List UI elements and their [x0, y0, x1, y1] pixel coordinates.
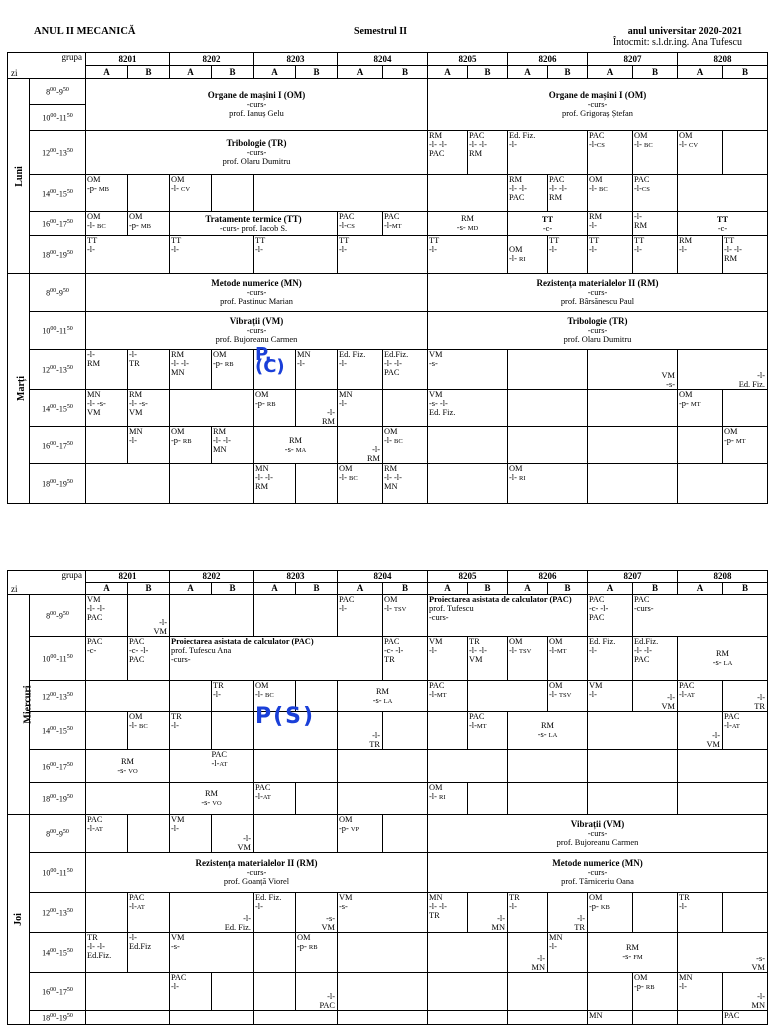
subgroup-a: A: [678, 583, 723, 595]
slot: OM -l- RI: [508, 464, 588, 504]
group-header: 8208: [678, 571, 768, 583]
slot: PAC -l-CS: [588, 131, 633, 175]
slot: [212, 175, 254, 212]
schedule-table-1: [7, 52, 768, 504]
slot: PAC -c- -l- TR: [383, 637, 428, 681]
slot: PAC -c- -l- PAC: [588, 595, 633, 637]
slot: OM -l- TSV: [383, 595, 428, 637]
handwritten-note: P.(C): [255, 344, 285, 377]
slot: PAC -c- -l- PAC: [128, 637, 170, 681]
slot: TR -l-: [212, 681, 254, 712]
slot: RM -l- -l- MN: [212, 427, 254, 464]
slot: RM -s- MD: [428, 212, 508, 236]
slot: [508, 350, 588, 390]
slot: [128, 815, 170, 853]
hour-label: $18^{00}-19^{50}$: [30, 464, 86, 504]
group-header: 8204: [338, 571, 428, 583]
slot: Ed. Fiz. -l-: [588, 637, 633, 681]
slot: OM -p- MT: [678, 390, 723, 427]
slot: OM -p- RB: [170, 427, 212, 464]
academic-year: anul universitar 2020-2021: [627, 26, 742, 37]
slot: [508, 390, 588, 427]
hour-label: $8^{00}-9^{50}$: [30, 815, 86, 853]
day-label-joi: Joi: [8, 815, 30, 1025]
slot: -l- PAC: [296, 973, 338, 1011]
slot: [588, 973, 633, 1011]
slot: OM -l- BC: [338, 464, 383, 504]
slot: VM -s-: [338, 893, 428, 933]
slot: MN -l-: [296, 350, 338, 390]
group-header: 8207: [588, 53, 678, 66]
slot: PAC -l-: [170, 973, 212, 1011]
subgroup-b: B: [633, 66, 678, 79]
slot: [254, 704, 338, 750]
slot: TT -l-: [338, 236, 428, 274]
subgroup-b: B: [468, 583, 508, 595]
slot: -l- TR: [723, 681, 768, 712]
slot: PAC -l-MT: [383, 212, 428, 236]
slot: PAC -l-CS: [338, 212, 383, 236]
slot: Ed. Fiz. -l-: [508, 131, 588, 175]
author-line: Întocmit: s.l.dr.ing. Ana Tufescu: [612, 37, 742, 48]
slot: [383, 712, 428, 750]
table-corner: grupa zi: [8, 571, 86, 595]
slot: MN -l- -l- RM: [254, 464, 296, 504]
slot: PAC -c-: [86, 637, 128, 681]
slot: OM -l- RI: [508, 236, 548, 274]
slot: PAC -l-AT: [170, 750, 254, 783]
slot: [254, 750, 338, 783]
subgroup-a: A: [170, 66, 212, 79]
course-pac: Proiectarea asistata de calculator (PAC) prof. Tufescu Ana -curs-: [170, 637, 383, 681]
slot: OM -p- RB: [296, 933, 338, 973]
slot: [212, 973, 254, 1011]
slot: -l- TR: [548, 893, 588, 933]
hour-label: $18^{00}-19^{50}$: [30, 236, 86, 274]
slot: VM -s- -l- Ed. Fiz.: [428, 390, 508, 427]
semester-label: Semestrul II: [354, 26, 408, 37]
slot: -s- VM: [678, 933, 768, 973]
hour-label: $16^{00}-17^{50}$: [30, 750, 86, 783]
slot: [428, 973, 508, 1011]
slot: [296, 783, 338, 815]
course-vm: Vibrații (VM) -curs- prof. Bujoreanu Carmen: [428, 815, 768, 853]
slot: MN: [588, 1011, 633, 1025]
slot: -l- MN: [508, 933, 548, 973]
subgroup-a: A: [428, 583, 468, 595]
subgroup-b: B: [723, 583, 768, 595]
subgroup-b: B: [128, 66, 170, 79]
hour-label: $18^{00}-19^{50}$: [30, 1011, 86, 1025]
hour-label: $14^{00}-15^{50}$: [30, 712, 86, 750]
slot: PAC -l-CS: [633, 175, 678, 212]
slot: Ed.Fiz. -l- -l- PAC: [633, 637, 678, 681]
hour-label: $12^{00}-13^{50}$: [30, 893, 86, 933]
slot: RM -l- -l- MN: [383, 464, 428, 504]
slot: -l- RM: [296, 390, 338, 427]
group-header: 8205: [428, 53, 508, 66]
slot: OM -l- BC: [383, 427, 428, 464]
slot: TT -l-: [633, 236, 678, 274]
slot: [254, 1011, 338, 1025]
slot: [468, 783, 508, 815]
slot: OM -p- RB: [212, 350, 254, 390]
slot: RM -l- -l- MN: [170, 350, 212, 390]
group-header: 8201: [86, 53, 170, 66]
group-header: 8203: [254, 571, 338, 583]
subgroup-a: A: [588, 583, 633, 595]
subgroup-b: B: [296, 66, 338, 79]
slot: OM -p- MB: [86, 175, 128, 212]
slot: [428, 712, 468, 750]
slot: [678, 1011, 723, 1025]
slot: PAC: [723, 1011, 768, 1025]
hour-label: $14^{00}-15^{50}$: [30, 390, 86, 427]
course-pac: Proiectarea asistata de calculator (PAC) prof. Tufescu -curs-: [428, 595, 588, 637]
slot: RM -s- LA: [678, 637, 768, 681]
course-mn: Metode numerice (MN) -curs- prof. Pastinuc Marian: [86, 274, 428, 312]
slot: PAC -l-AT: [723, 712, 768, 750]
slot: [508, 783, 588, 815]
slot: [723, 893, 768, 933]
subgroup-a: A: [428, 66, 468, 79]
group-header: 8207: [588, 571, 678, 583]
day-label-miercuri: Miercuri: [8, 595, 30, 815]
slot: TT -l-: [548, 236, 588, 274]
slot: [428, 175, 508, 212]
subgroup-b: B: [548, 583, 588, 595]
hour-label: $12^{00}-13^{50}$: [30, 350, 86, 390]
slot: [170, 681, 212, 712]
slot: TR -l-: [508, 893, 548, 933]
slot: VM -s-: [428, 350, 508, 390]
slot: OM -p- VP: [338, 815, 383, 853]
slot: RM -s- LA: [508, 712, 588, 750]
course-tt: Tratamente termice (TT) -curs- prof. Iacob S.: [170, 212, 338, 236]
group-header: 8206: [508, 53, 588, 66]
slot: TT -l- -l- RM: [723, 236, 768, 274]
subgroup-b: B: [383, 583, 428, 595]
slot: -l- VM: [212, 815, 254, 853]
slot: [254, 344, 296, 390]
slot: [678, 750, 768, 783]
slot: [428, 750, 508, 783]
group-header: 8202: [170, 53, 254, 66]
slot: PAC -l-AT: [678, 681, 723, 712]
slot: [86, 712, 128, 750]
group-header: 8206: [508, 571, 588, 583]
slot: -l- VM: [678, 712, 723, 750]
slot: Ed.Fiz. -l- -l- PAC: [383, 350, 428, 390]
handwritten-note: P(S): [255, 704, 316, 729]
slot: -l- Ed. Fiz.: [170, 893, 254, 933]
slot: MN -l- -s- VM: [86, 390, 128, 427]
day-label-marti: Marți: [8, 274, 30, 504]
slot: OM -p- RB: [633, 973, 678, 1011]
slot: [86, 893, 128, 933]
course-om: Organe de mașini I (OM) -curs- prof. Ianuș Gelu: [86, 79, 428, 131]
slot: [678, 464, 768, 504]
slot: [254, 933, 296, 973]
slot: [383, 815, 428, 853]
slot: PAC -l- -l- RM: [548, 175, 588, 212]
slot: PAC -l-MT: [428, 681, 468, 712]
slot: -l- RM: [633, 212, 678, 236]
slot: MN -l-: [128, 427, 170, 464]
slot: TR -l- -l- VM: [468, 637, 508, 681]
slot: RM -l- -l- PAC: [428, 131, 468, 175]
slot: [588, 783, 678, 815]
hour-label: $14^{00}-15^{50}$: [30, 175, 86, 212]
course-tr: Tribologie (TR) -curs- prof. Olaru Dumitru: [428, 312, 768, 350]
slot: RM -l-: [678, 236, 723, 274]
hour-label: $8^{00}-9^{50}$: [30, 595, 86, 637]
slot: OM -p- RB: [254, 390, 296, 427]
slot: PAC -l-AT: [254, 783, 296, 815]
slot: -l- RM: [86, 350, 128, 390]
slot: [468, 681, 548, 712]
slot: VM -l- -l- PAC: [86, 595, 128, 637]
slot: OM -p- MB: [128, 212, 170, 236]
subgroup-a: A: [254, 583, 296, 595]
slot: -l- Ed.Fiz: [128, 933, 170, 973]
slot: RM -s- LA: [338, 681, 428, 712]
subgroup-a: A: [678, 66, 723, 79]
course-rm: Rezistența materialelor II (RM) -curs- prof. Goanță Viorel: [86, 853, 428, 893]
hour-label: $10^{00}-11^{50}$: [30, 637, 86, 681]
slot: [428, 1011, 508, 1025]
slot: VM -s-: [170, 933, 254, 973]
slot: [338, 973, 428, 1011]
slot: OM -l- CV: [678, 131, 723, 175]
slot: [383, 390, 428, 427]
slot: OM -p- MT: [723, 427, 768, 464]
slot: PAC -l-AT: [86, 815, 128, 853]
slot: [170, 390, 254, 427]
group-header: 8202: [170, 571, 254, 583]
page-title: ANUL II MECANICĂ: [34, 26, 136, 37]
hour-label: $12^{00}-13^{50}$: [30, 131, 86, 175]
hour-label: $18^{00}-19^{50}$: [30, 783, 86, 815]
hour-label: $10^{00}-11^{50}$: [30, 312, 86, 350]
slot: [338, 750, 428, 783]
slot: [508, 1011, 588, 1025]
slot: VM -l-: [588, 681, 633, 712]
slot: OM -p- KB: [588, 893, 633, 933]
slot: [428, 464, 508, 504]
slot: OM -l- BC: [128, 712, 170, 750]
slot: [508, 750, 588, 783]
slot: -l- RM: [338, 427, 383, 464]
slot: VM -s-: [588, 350, 678, 390]
slot: MN -l-: [678, 973, 723, 1011]
slot: [678, 427, 723, 464]
subgroup-a: A: [508, 66, 548, 79]
slot: [254, 973, 296, 1011]
subgroup-b: B: [468, 66, 508, 79]
group-header: 8204: [338, 53, 428, 66]
slot: [633, 893, 678, 933]
course-om: Organe de mașini I (OM) -curs- prof. Grigoraș Ștefan: [428, 79, 768, 131]
subgroup-b: B: [548, 66, 588, 79]
slot: TR -l-: [678, 893, 723, 933]
slot: [678, 175, 768, 212]
slot: VM -l-: [428, 637, 468, 681]
group-header: 8201: [86, 571, 170, 583]
slot: [508, 427, 588, 464]
slot: [338, 1011, 428, 1025]
course-mn: Metode numerice (MN) -curs- prof. Tărniceriu Oana: [428, 853, 768, 893]
slot: OM -l- BC: [633, 131, 678, 175]
group-header: 8208: [678, 53, 768, 66]
hour-label: $16^{00}-17^{50}$: [30, 427, 86, 464]
course-tr: Tribologie (TR) -curs- prof. Olaru Dumitru: [86, 131, 428, 175]
slot: RM -l- -l- PAC: [508, 175, 548, 212]
slot: TT -l-: [254, 236, 338, 274]
subgroup-b: B: [212, 66, 254, 79]
slot: -l- VM: [128, 595, 170, 637]
slot: TT -l-: [170, 236, 254, 274]
slot: [633, 1011, 678, 1025]
slot: [86, 681, 170, 712]
hour-label: $12^{00}-13^{50}$: [30, 681, 86, 712]
subgroup-a: A: [86, 583, 128, 595]
slot: RM -l-: [588, 212, 633, 236]
slot: MN -l-: [338, 390, 383, 427]
slot: TR -l-: [170, 712, 212, 750]
slot: [128, 175, 170, 212]
slot: OM -l- TSV: [548, 681, 588, 712]
hour-label: $16^{00}-17^{50}$: [30, 212, 86, 236]
slot: TR -l- -l- Ed.Fiz.: [86, 933, 128, 973]
group-header: 8203: [254, 53, 338, 66]
slot: [338, 933, 428, 973]
slot: TT -l-: [428, 236, 508, 274]
slot: OM -l-MT: [548, 637, 588, 681]
slot: [170, 464, 254, 504]
slot: [170, 1011, 254, 1025]
hour-label: $8^{00}-9^{50}$: [30, 274, 86, 312]
hour-label: $10^{00}-11^{50}$: [30, 853, 86, 893]
slot: PAC -l-AT: [128, 893, 170, 933]
schedule-table-2: [7, 570, 768, 1025]
slot: -s- VM: [296, 893, 338, 933]
slot: -l- VM: [633, 681, 678, 712]
slot: [86, 427, 128, 464]
slot: [212, 712, 254, 750]
slot: [428, 427, 508, 464]
slot: [86, 783, 170, 815]
slot: [86, 1011, 170, 1025]
slot: PAC -l-: [338, 595, 383, 637]
slot: -l- TR: [338, 712, 383, 750]
page-header: [0, 26, 768, 50]
slot: [723, 390, 768, 427]
slot: -l- MN: [468, 893, 508, 933]
slot: PAC -l- -l- RM: [468, 131, 508, 175]
slot: TT -l-: [588, 236, 633, 274]
slot: Ed. Fiz. -l-: [338, 350, 383, 390]
slot: [588, 390, 678, 427]
slot: -l- TR: [128, 350, 170, 390]
hour-label: $10^{00}-11^{50}$: [30, 105, 86, 131]
hour-label: $16^{00}-17^{50}$: [30, 973, 86, 1011]
slot: OM -l- CV: [170, 175, 212, 212]
subgroup-b: B: [128, 583, 170, 595]
slot: OM -l- BC: [254, 681, 296, 712]
slot: -l- MN: [723, 973, 768, 1011]
subgroup-a: A: [338, 66, 383, 79]
slot: RM -s- VO: [170, 783, 254, 815]
hour-label: $14^{00}-15^{50}$: [30, 933, 86, 973]
slot: PAC -curs-: [633, 595, 768, 637]
slot: TT -c-: [508, 212, 588, 236]
slot: [428, 933, 508, 973]
subgroup-a: A: [588, 66, 633, 79]
slot: [296, 464, 338, 504]
slot: [254, 595, 338, 637]
subgroup-a: A: [508, 583, 548, 595]
hour-label: $8^{00}-9^{50}$: [30, 79, 86, 105]
slot: MN -l- -l- TR: [428, 893, 468, 933]
subgroup-a: A: [254, 66, 296, 79]
slot: [254, 175, 428, 212]
slot: [508, 973, 588, 1011]
subgroup-b: B: [723, 66, 768, 79]
group-header: 8205: [428, 571, 508, 583]
slot: [588, 712, 678, 750]
slot: [86, 464, 170, 504]
slot: OM -l- BC: [86, 212, 128, 236]
slot: [86, 973, 170, 1011]
table-corner: grupa zi: [8, 53, 86, 79]
slot: MN -l-: [548, 933, 588, 973]
slot: OM -l- RI: [428, 783, 468, 815]
slot: [170, 595, 254, 637]
slot: TT -c-: [678, 212, 768, 236]
subgroup-b: B: [296, 583, 338, 595]
slot: [588, 464, 678, 504]
subgroup-b: B: [633, 583, 678, 595]
slot: RM -s- MA: [254, 427, 338, 464]
slot: Ed. Fiz. -l-: [254, 893, 296, 933]
slot: OM -l- BC: [588, 175, 633, 212]
slot: RM -s- FM: [588, 933, 678, 973]
subgroup-b: B: [383, 66, 428, 79]
slot: [678, 783, 768, 815]
course-vm: Vibrații (VM) -curs- prof. Bujoreanu Carmen: [86, 312, 428, 350]
subgroup-a: A: [86, 66, 128, 79]
slot: -l- Ed. Fiz.: [678, 350, 768, 390]
slot: [723, 131, 768, 175]
course-rm: Rezistența materialelor II (RM) -curs- prof. Bârsănescu Paul: [428, 274, 768, 312]
subgroup-a: A: [338, 583, 383, 595]
slot: OM -l- TSV: [508, 637, 548, 681]
subgroup-a: A: [170, 583, 212, 595]
slot: [588, 427, 678, 464]
slot: TT -l-: [86, 236, 170, 274]
slot: [338, 783, 428, 815]
slot: [588, 750, 678, 783]
slot: [254, 815, 338, 853]
slot: VM -l-: [170, 815, 212, 853]
slot: RM -l- -s- VM: [128, 390, 170, 427]
slot: PAC -l-MT: [468, 712, 508, 750]
day-label-luni: Luni: [8, 79, 30, 274]
slot: RM -s- VO: [86, 750, 170, 783]
subgroup-b: B: [212, 583, 254, 595]
